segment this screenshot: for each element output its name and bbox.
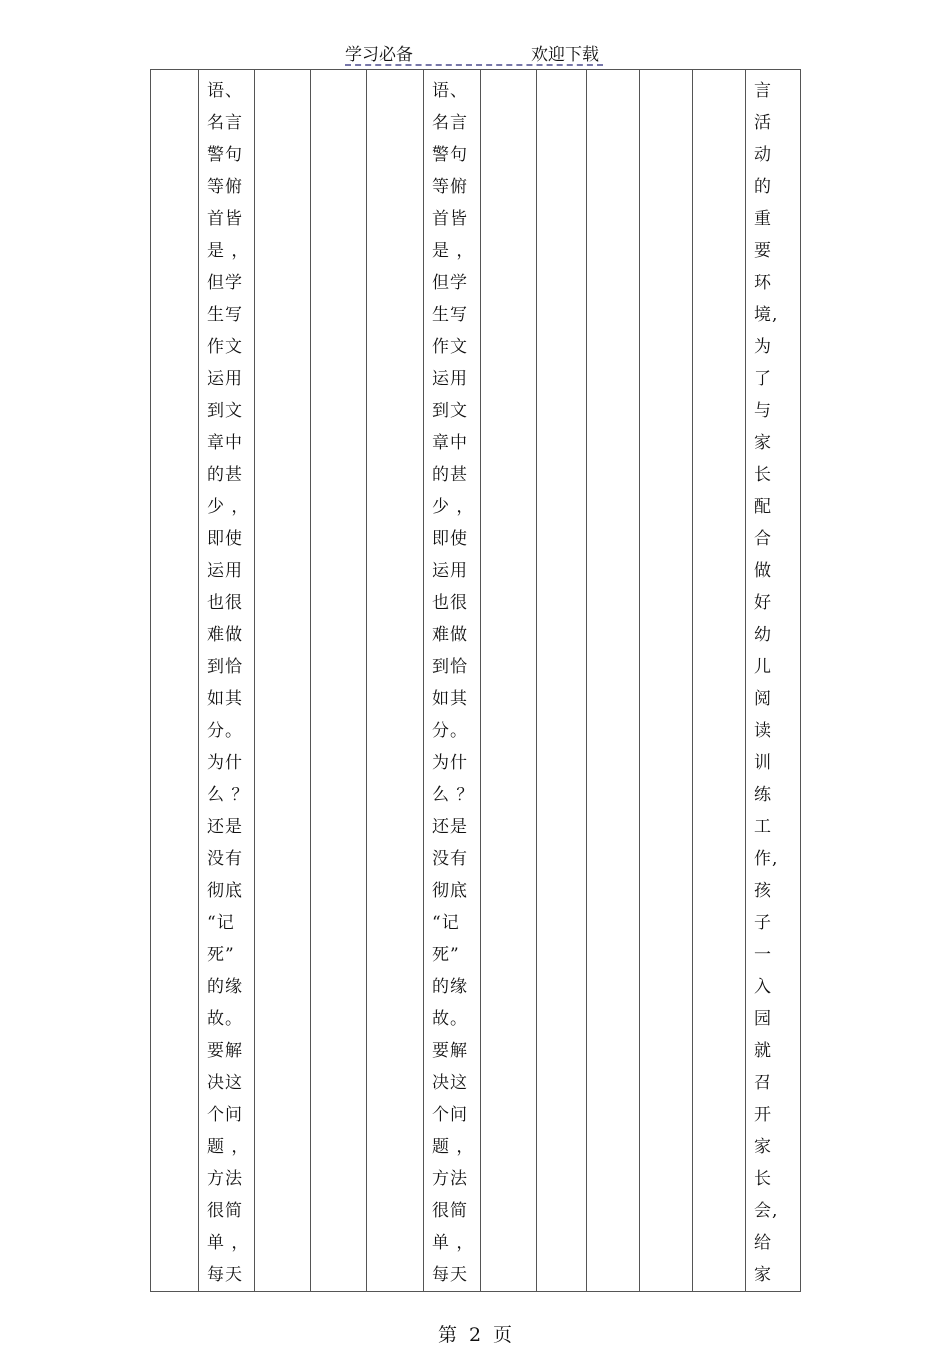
text-line: 分。 (207, 721, 243, 741)
text-line: 少 ， (207, 497, 250, 517)
text-line: 也很 (207, 593, 243, 613)
text-line: 彻底 (207, 881, 243, 901)
text-line: 的缘 (432, 977, 468, 997)
text-line: 就 (754, 1041, 772, 1061)
text-line: 召 (754, 1073, 772, 1093)
text-line: 题 ， (432, 1137, 475, 1157)
text-line: 么 ？ (207, 785, 250, 805)
text-line: 方法 (432, 1169, 468, 1189)
text-line: 故。 (207, 1009, 243, 1029)
text-line: 没有 (432, 849, 468, 869)
table-cell-empty (481, 70, 537, 1292)
text-line: 章中 (207, 433, 243, 453)
table-cell-text-a (199, 70, 255, 1292)
text-line: 环 (754, 273, 772, 293)
text-line: 运用 (207, 561, 243, 581)
text-line: 方法 (207, 1169, 243, 1189)
header-left-text: 学习必备 (345, 45, 413, 65)
text-line: 与 (754, 401, 772, 421)
text-line: 到文 (432, 401, 468, 421)
text-line: 家 (754, 433, 772, 453)
table-cell-empty (587, 70, 640, 1292)
text-line: 到恰 (432, 657, 468, 677)
text-line: 重 (754, 209, 772, 229)
text-line: 首皆 (207, 209, 243, 229)
text-line: 死” (432, 945, 460, 965)
text-line: 合 (754, 529, 772, 549)
text-line: 还是 (432, 817, 468, 837)
text-line: 决这 (207, 1073, 243, 1093)
column-c-lines (754, 75, 800, 1291)
table-cell-text-c (746, 70, 801, 1292)
table-cell-empty (537, 70, 587, 1292)
text-line: 很简 (432, 1201, 468, 1221)
text-line: 的甚 (432, 465, 468, 485)
text-line: 作, (754, 849, 779, 869)
text-line: 活 (754, 113, 772, 133)
text-line: 运用 (207, 369, 243, 389)
text-line: 的甚 (207, 465, 243, 485)
text-line: 言 (754, 81, 772, 101)
text-line: 作文 (432, 337, 468, 357)
text-line: 即使 (432, 529, 468, 549)
footer-prefix: 第 (437, 1324, 457, 1346)
text-line: 作文 (207, 337, 243, 357)
text-line: 园 (754, 1009, 772, 1029)
table-cell-empty (255, 70, 311, 1292)
text-line: 决这 (432, 1073, 468, 1093)
text-line: 练 (754, 785, 772, 805)
text-line: 即使 (207, 529, 243, 549)
text-line: 还是 (207, 817, 243, 837)
text-line: 的 (754, 177, 772, 197)
text-line: 死” (207, 945, 235, 965)
table-cell-text-b (424, 70, 481, 1292)
page-number: 2 (468, 1324, 482, 1346)
text-line: 运用 (432, 561, 468, 581)
text-line: 生写 (207, 305, 243, 325)
text-line: 境, (754, 305, 779, 325)
table-cell-empty (640, 70, 693, 1292)
text-line: “记 (432, 913, 460, 933)
text-line: 个问 (207, 1105, 243, 1125)
text-line: 语、 (207, 81, 243, 101)
column-a-lines (207, 75, 254, 1291)
text-line: 是 ， (207, 241, 250, 261)
text-line: 难做 (432, 625, 468, 645)
text-line: 家 (754, 1137, 772, 1157)
text-line: 是 ， (432, 241, 475, 261)
text-line: 单 ， (432, 1233, 475, 1253)
text-line: 训 (754, 753, 772, 773)
text-line: 好 (754, 593, 772, 613)
text-line: 很简 (207, 1201, 243, 1221)
text-line: 配 (754, 497, 772, 517)
text-line: 为 (754, 337, 772, 357)
text-line: 警句 (432, 145, 468, 165)
text-line: 但学 (432, 273, 468, 293)
document-table (150, 69, 801, 1292)
text-line: 生写 (432, 305, 468, 325)
text-line: 个问 (432, 1105, 468, 1125)
text-line: 孩 (754, 881, 772, 901)
text-line: 么 ？ (432, 785, 475, 805)
text-line: 分。 (432, 721, 468, 741)
text-line: “记 (207, 913, 235, 933)
text-line: 但学 (207, 273, 243, 293)
text-line: 开 (754, 1105, 772, 1125)
text-line: 故。 (432, 1009, 468, 1029)
text-line: 幼 (754, 625, 772, 645)
text-line: 语、 (432, 81, 468, 101)
text-line: 长 (754, 465, 772, 485)
footer-suffix: 页 (493, 1324, 513, 1346)
text-line: 会, (754, 1201, 779, 1221)
text-line: 一 (754, 945, 772, 965)
text-line: 警句 (207, 145, 243, 165)
text-line: 也很 (432, 593, 468, 613)
text-line: 章中 (432, 433, 468, 453)
text-line: 名言 (207, 113, 243, 133)
table-cell-empty (151, 70, 199, 1292)
text-line: 读 (754, 721, 772, 741)
table-cell-empty (367, 70, 424, 1292)
text-line: 单 ， (207, 1233, 250, 1253)
text-line: 难做 (207, 625, 243, 645)
text-line: 长 (754, 1169, 772, 1189)
text-line: 彻底 (432, 881, 468, 901)
text-line: 如其 (432, 689, 468, 709)
text-line: 为什 (207, 753, 243, 773)
text-line: 动 (754, 145, 772, 165)
text-line: 少 ， (432, 497, 475, 517)
text-line: 了 (754, 369, 772, 389)
header-right-text: 欢迎下载 (531, 45, 599, 65)
text-line: 名言 (432, 113, 468, 133)
text-line: 要解 (207, 1041, 243, 1061)
text-line: 儿 (754, 657, 772, 677)
text-line: 工 (754, 817, 772, 837)
text-line: 运用 (432, 369, 468, 389)
header-divider (345, 64, 603, 66)
text-line: 做 (754, 561, 772, 581)
text-line: 为什 (432, 753, 468, 773)
text-line: 等俯 (207, 177, 243, 197)
table-cell-empty (693, 70, 746, 1292)
column-b-lines (432, 75, 480, 1291)
text-line: 要解 (432, 1041, 468, 1061)
table-row (151, 70, 801, 1292)
text-line: 没有 (207, 849, 243, 869)
text-line: 的缘 (207, 977, 243, 997)
text-line: 每天 (207, 1265, 243, 1285)
text-line: 如其 (207, 689, 243, 709)
text-line: 家 (754, 1265, 772, 1285)
text-line: 给 (754, 1233, 772, 1253)
text-line: 题 ， (207, 1137, 250, 1157)
text-line: 阅 (754, 689, 772, 709)
text-line: 到恰 (207, 657, 243, 677)
text-line: 到文 (207, 401, 243, 421)
page-footer (0, 1320, 950, 1347)
text-line: 首皆 (432, 209, 468, 229)
text-line: 每天 (432, 1265, 468, 1285)
text-line: 入 (754, 977, 772, 997)
text-line: 要 (754, 241, 772, 261)
text-line: 等俯 (432, 177, 468, 197)
table-cell-empty (311, 70, 367, 1292)
text-line: 子 (754, 913, 772, 933)
